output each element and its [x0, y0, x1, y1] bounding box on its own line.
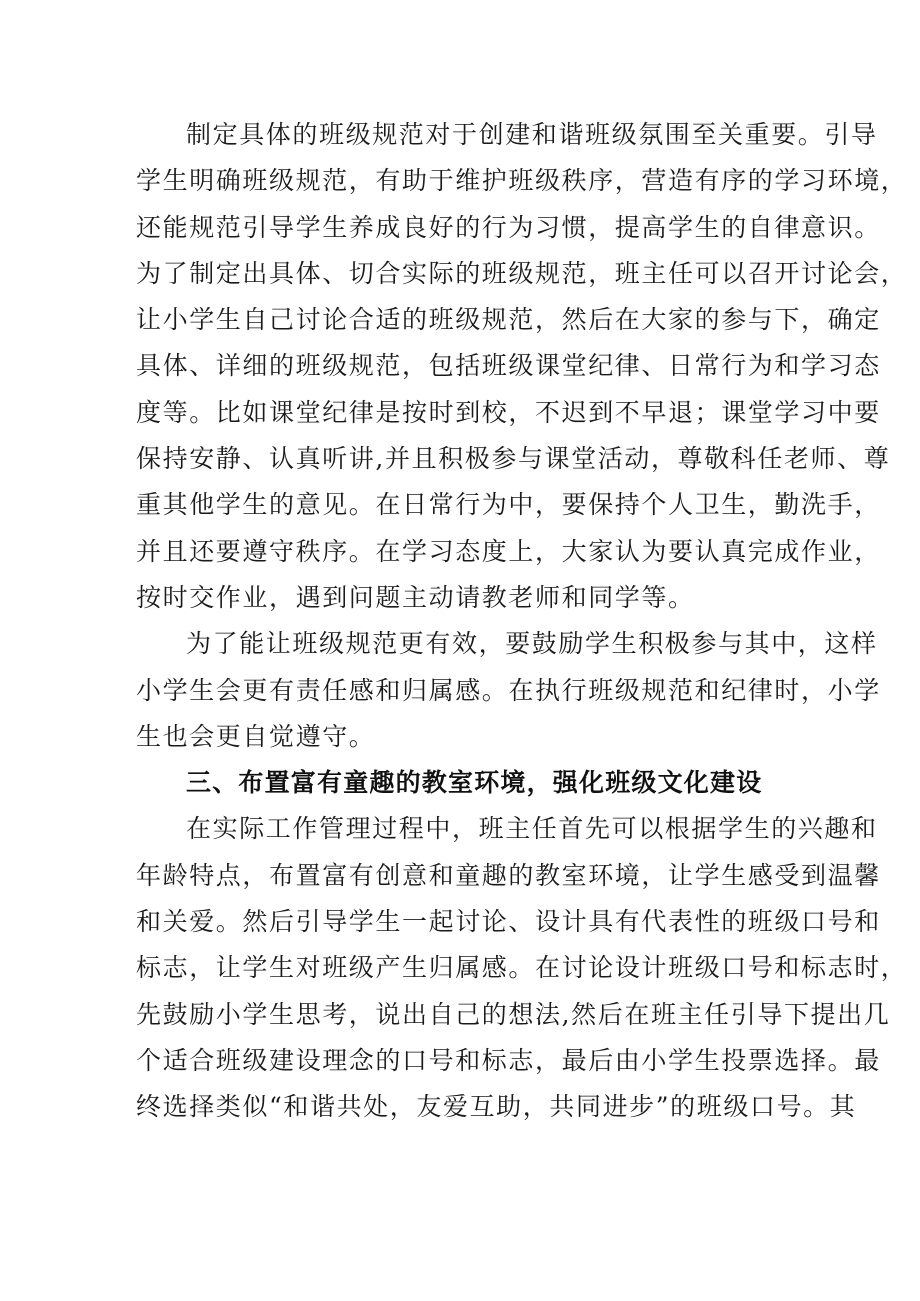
paragraph-line: 制定具体的班级规范对于创建和谐班级氛围至关重要。引导 [186, 120, 878, 149]
paragraph-class-norms [136, 112, 908, 621]
section-heading: 三、布置富有童趣的教室环境，强化班级文化建设 [186, 768, 763, 798]
paragraph-classroom-environment [136, 806, 908, 1130]
paragraph-line: 小学生会更有责任感和归属感。在执行班级规范和纪律时，小学 [136, 675, 881, 705]
paragraph-line: 度等。比如课堂纪律是按时到校，不迟到不早退；课堂学习中要 [136, 397, 881, 427]
paragraph-line: 按时交作业，遇到问题主动请教老师和同学等。 [136, 582, 695, 612]
paragraph-line: 重其他学生的意见。在日常行为中，要保持个人卫生，勤洗手， [136, 490, 881, 520]
paragraph-line: 先鼓励小学生思考，说出自己的想法,然后在班主任引导下提出几 [136, 999, 891, 1029]
paragraph-line: 并且还要遵守秩序。在学习态度上，大家认为要认真完成作业， [136, 536, 881, 566]
paragraph-line: 让小学生自己讨论合适的班级规范，然后在大家的参与下，确定 [136, 305, 881, 335]
paragraph-line: 还能规范引导学生养成良好的行为习惯，提高学生的自律意识。 [136, 212, 881, 242]
document-body [136, 112, 908, 1131]
paragraph-line: 学生明确班级规范，有助于维护班级秩序，营造有序的学习环境， [136, 166, 908, 196]
paragraph-line: 为了制定出具体、切合实际的班级规范，班主任可以召开讨论会， [136, 258, 908, 288]
paragraph-line: 在实际工作管理过程中，班主任首先可以根据学生的兴趣和 [186, 814, 878, 844]
paragraph-line: 具体、详细的班级规范，包括班级课堂纪律、日常行为和学习态 [136, 351, 881, 381]
paragraph-line: 生也会更自觉遵守。 [136, 721, 376, 751]
paragraph-line: 个适合班级建设理念的口号和标志，最后由小学生投票选择。最 [136, 1045, 881, 1075]
paragraph-line: 为了能让班级规范更有效，要鼓励学生积极参与其中，这样 [186, 629, 878, 659]
paragraph-line: 年龄特点，布置富有创意和童趣的教室环境，让学生感受到温馨 [136, 860, 881, 890]
paragraph-line: 和关爱。然后引导学生一起讨论、设计具有代表性的班级口号和 [136, 907, 881, 937]
paragraph-line: 标志，让学生对班级产生归属感。在讨论设计班级口号和标志时， [136, 953, 908, 983]
paragraph-participation [136, 621, 881, 760]
paragraph-line: 保持安静、认真听讲,并且积极参与课堂活动，尊敬科任老师、尊 [136, 444, 891, 474]
paragraph-line: 终选择类似“和谐共处，友爱互助，共同进步”的班级口号。其 [136, 1092, 857, 1122]
